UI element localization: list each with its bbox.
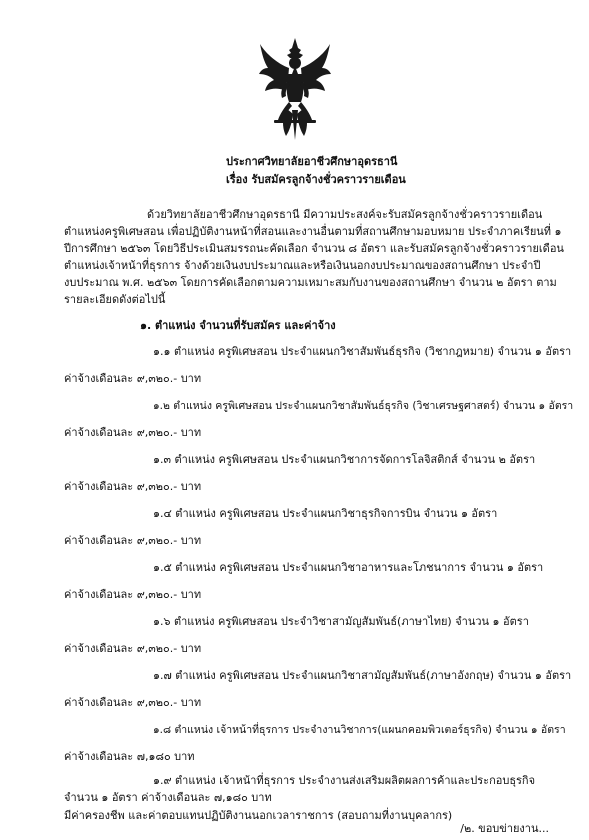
announcement-subject: เรื่อง รับสมัครลูกจ้างชั่วคราวรายเดือน [226,173,406,186]
garuda-emblem [256,36,334,144]
intro-line: ตำแหน่งเจ้าหน้าที่ธุรการ จ้างด้วยเงินงบประมาณและหรือเงินนอกงบประมาณของสถานศึกษา ประจำปี [64,259,541,272]
intro-line: ด้วยวิทยาลัยอาชีวศึกษาอุดรธานี มีความประสงค์จะรับสมัครลูกจ้างชั่วคราวรายเดือน [147,208,543,221]
position-wage: ค่าจ้างเดือนละ ๙,๓๒๐.- บาท [64,588,202,601]
position-item: ๑.๔ ตำแหน่ง ครูพิเศษสอน ประจำแผนกวิชาธุรกิจการบิน จำนวน ๑ อัตรา [153,507,498,520]
continued-marker: /๒. ขอบข่ายงาน... [460,822,549,835]
intro-line: ปีการศึกษา ๒๕๖๓ โดยวิธีประเมินสมรรถนะคัดเลือก จำนวน ๘ อัตรา และรับสมัครลูกจ้างชั่วคราวรายเดือน [64,242,564,255]
benefits-note: มีค่าครองชีพ และค่าตอบแทนปฏิบัติงานนอกเวลาราชการ (สอบถามที่งานบุคลากร) [64,809,453,822]
position-item: ๑.๖ ตำแหน่ง ครูพิเศษสอน ประจำวิชาสามัญสัมพันธ์(ภาษาไทย) จำนวน ๑ อัตรา [153,615,529,628]
announcement-title: ประกาศวิทยาลัยอาชีวศึกษาอุดรธานี [226,155,398,168]
position-item: ๑.๗ ตำแหน่ง ครูพิเศษสอน ประจำแผนกวิชาสามัญสัมพันธ์(ภาษาอังกฤษ) จำนวน ๑ อัตรา [153,669,572,682]
position-wage: ค่าจ้างเดือนละ ๙,๓๒๐.- บาท [64,426,202,439]
position-wage: ค่าจ้างเดือนละ ๙,๓๒๐.- บาท [64,696,202,709]
position-wage: ค่าจ้างเดือนละ ๙,๓๒๐.- บาท [64,642,202,655]
position-wage: ค่าจ้างเดือนละ ๗,๑๘๐ บาท [64,750,195,763]
intro-line: งบประมาณ พ.ศ. ๒๕๖๓ โดยการคัดเลือกตามความเหมาะสมกับงานของสถานศึกษา จำนวน ๒ อัตรา ตาม [64,276,557,289]
intro-line: รายละเอียดดังต่อไปนี้ [64,293,166,306]
position-item: ๑.๙ ตำแหน่ง เจ้าหน้าที่ธุรการ ประจำงานส่งเสริมผลิตผลการค้าและประกอบธุรกิจ [153,774,536,787]
position-item: ๑.๑ ตำแหน่ง ครูพิเศษสอน ประจำแผนกวิชาสัมพันธ์ธุรกิจ (วิชากฎหมาย) จำนวน ๑ อัตรา [153,345,572,358]
intro-line: ตำแหน่งครูพิเศษสอน เพื่อปฏิบัติงานหน้าที่สอนและงานอื่นตามที่สถานศึกษามอบหมาย ประจำภาคเรียนที่ ๑ [64,225,562,238]
position-item: ๑.๓ ตำแหน่ง ครูพิเศษสอน ประจำแผนกวิชาการจัดการโลจิสติกส์ จำนวน ๒ อัตรา [153,453,536,466]
section-heading: ๑. ตำแหน่ง จำนวนที่รับสมัคร และค่าจ้าง [140,319,336,332]
position-wage: ค่าจ้างเดือนละ ๙,๓๒๐.- บาท [64,534,202,547]
position-wage: จำนวน ๑ อัตรา ค่าจ้างเดือนละ ๗,๑๘๐ บาท [64,791,272,804]
position-wage: ค่าจ้างเดือนละ ๙,๓๒๐.- บาท [64,372,202,385]
position-item: ๑.๒ ตำแหน่ง ครูพิเศษสอน ประจำแผนกวิชาสัมพันธ์ธุรกิจ (วิชาเศรษฐศาสตร์) จำนวน ๑ อัตรา [153,400,574,412]
position-item: ๑.๕ ตำแหน่ง ครูพิเศษสอน ประจำแผนกวิชาอาหารและโภชนาการ จำนวน ๑ อัตรา [153,561,544,574]
position-item: ๑.๘ ตำแหน่ง เจ้าหน้าที่ธุรการ ประจำงานวิชาการ(แผนกคอมพิวเตอร์ธุรกิจ) จำนวน ๑ อัตรา [153,724,566,736]
position-wage: ค่าจ้างเดือนละ ๙,๓๒๐.- บาท [64,480,202,493]
